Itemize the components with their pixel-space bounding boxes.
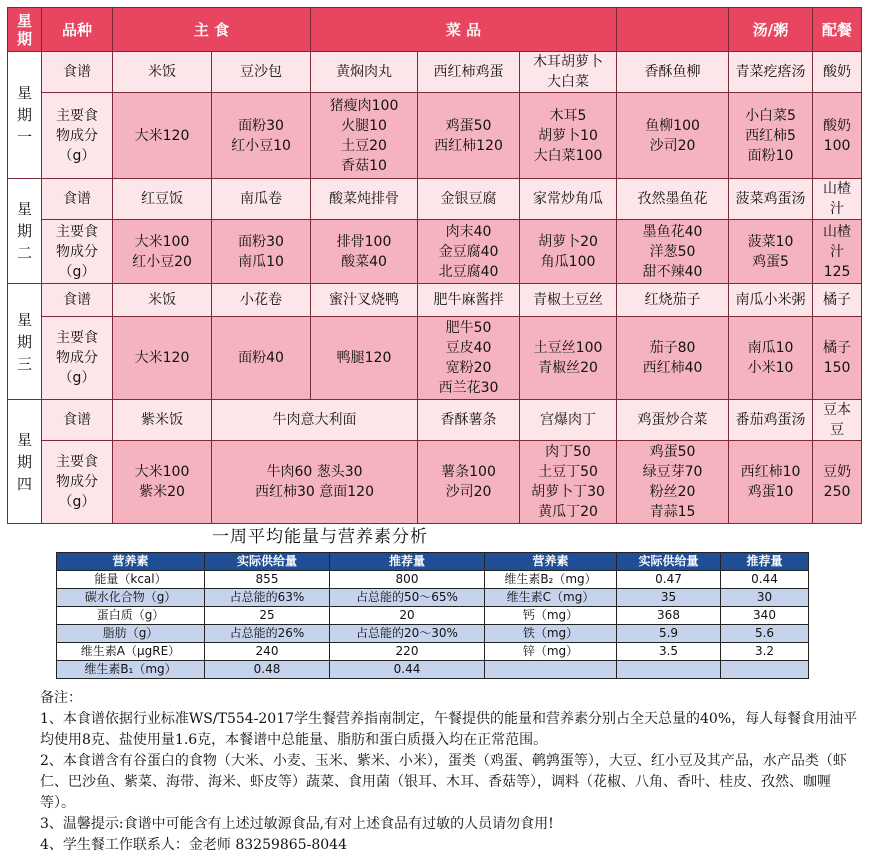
row-label-ingredients: 主要食物成分（g） (42, 441, 113, 524)
ingredient-cell: 肥牛50 豆皮40 宽粉20 西兰花30 (418, 317, 520, 400)
menu-cell: 香酥鱼柳 (617, 52, 729, 93)
actual-value: 0.47 (617, 571, 721, 589)
col-header: 营养素 (485, 553, 617, 571)
row-label-ingredients: 主要食物成分（g） (42, 220, 113, 284)
menu-cell: 青菜疙瘩汤 (729, 52, 813, 93)
nutrition-analysis-table (56, 552, 809, 679)
menu-cell: 南瓜小米粥 (729, 284, 813, 317)
menu-cell: 豆本 豆 (813, 400, 862, 441)
ingredient-cell: 大米120 (113, 93, 212, 179)
menu-cell: 宫爆肉丁 (520, 400, 617, 441)
ingredient-cell: 鱼柳100 沙司20 (617, 93, 729, 179)
menu-cell: 南瓜卷 (212, 179, 311, 220)
ingredient-cell: 菠菜10 鸡蛋5 (729, 220, 813, 284)
menu-cell: 木耳胡萝卜 大白菜 (520, 52, 617, 93)
actual-value: 占总能的26% (205, 625, 330, 643)
actual-value: 855 (205, 571, 330, 589)
nutrient-name: 维生素A（μgRE） (57, 643, 205, 661)
col-header: 实际供给量 (205, 553, 330, 571)
actual-value: 25 (205, 607, 330, 625)
ingredient-cell: 橘子 150 (813, 317, 862, 400)
menu-cell: 山楂 汁 (813, 179, 862, 220)
table-row (57, 643, 809, 661)
ingredient-cell: 胡萝卜20 角瓜100 (520, 220, 617, 284)
ingredient-cell: 肉末40 金豆腐40 北豆腐40 (418, 220, 520, 284)
day-label: 星期二 (8, 179, 42, 284)
recommended-value: 800 (330, 571, 485, 589)
ingredient-cell: 西红柿10 鸡蛋10 (729, 441, 813, 524)
ingredient-cell: 大米100 紫米20 (113, 441, 212, 524)
col-header: 推荐量 (721, 553, 809, 571)
nutrient-name: 能量（kcal） (57, 571, 205, 589)
menu-cell: 豆沙包 (212, 52, 311, 93)
ingredient-cell: 鸡蛋50 绿豆芽70 粉丝20 青蒜15 (617, 441, 729, 524)
recommended-value: 5.6 (721, 625, 809, 643)
ingredient-cell: 南瓜10 小米10 (729, 317, 813, 400)
nutrient-name: 锌（mg） (485, 643, 617, 661)
col-header: 推荐量 (330, 553, 485, 571)
nutrient-name: 铁（mg） (485, 625, 617, 643)
menu-cell: 西红柿鸡蛋 (418, 52, 520, 93)
ingredient-cell: 鸭腿120 (311, 317, 418, 400)
header-side: 配餐 (813, 8, 862, 52)
recommended-value: 占总能的20～30% (330, 625, 485, 643)
ingredient-cell: 酸奶 100 (813, 93, 862, 179)
menu-cell: 红烧茄子 (617, 284, 729, 317)
menu-cell: 金银豆腐 (418, 179, 520, 220)
recommended-value: 占总能的50～65% (330, 589, 485, 607)
row-label-ingredients: 主要食物成分（g） (42, 317, 113, 400)
header-empty (617, 8, 729, 52)
notes-title: 备注： (40, 690, 82, 706)
day-label: 星期一 (8, 52, 42, 179)
note-item: 2、本食谱含有谷蛋白的食物（大米、小麦、玉米、紫米、小米），蛋类（鸡蛋、鹌鹑蛋等），大豆、红小豆及其产品，水产品类（虾仁、巴沙鱼、紫菜、海带、海米、虾皮等）蔬菜、食用菌（银耳、木耳、香菇等），调料（花椒、八角、香叶、桂皮、孜然、咖喱等）。 (40, 753, 847, 811)
day-label: 星期四 (8, 400, 42, 524)
day-label: 星期三 (8, 284, 42, 400)
ingredient-cell: 山楂 汁 125 (813, 220, 862, 284)
recommended-value: 0.44 (721, 571, 809, 589)
recommended-value: 220 (330, 643, 485, 661)
recommended-value: 20 (330, 607, 485, 625)
menu-cell: 番茄鸡蛋汤 (729, 400, 813, 441)
header-staple: 主 食 (113, 8, 311, 52)
ingredient-cell: 肉丁50 土豆丁50 胡萝卜丁30 黄瓜丁20 (520, 441, 617, 524)
col-header: 营养素 (57, 553, 205, 571)
menu-cell: 米饭 (113, 284, 212, 317)
menu-cell: 黄焖肉丸 (311, 52, 418, 93)
nutrient-name: 维生素B₁（mg） (57, 661, 205, 679)
menu-cell: 蜜汁叉烧鸭 (311, 284, 418, 317)
ingredient-cell: 猪瘦肉100 火腿10 土豆20 香菇10 (311, 93, 418, 179)
nutrient-name: 脂肪（g） (57, 625, 205, 643)
actual-value: 35 (617, 589, 721, 607)
header-dishes: 菜 品 (311, 8, 617, 52)
menu-cell: 酸菜炖排骨 (311, 179, 418, 220)
menu-cell: 小花卷 (212, 284, 311, 317)
table-row (57, 571, 809, 589)
actual-value (617, 661, 721, 679)
actual-value: 368 (617, 607, 721, 625)
ingredient-cell: 大米120 (113, 317, 212, 400)
note-item: 3、温馨提示:食谱中可能含有上述过敏源食品,有对上述食品有过敏的人员请勿食用! (40, 816, 554, 832)
recommended-value: 3.2 (721, 643, 809, 661)
nutrient-name: 维生素B₂（mg） (485, 571, 617, 589)
note-item: 1、本食谱依据行业标准WS/T554-2017学生餐营养指南制定，午餐提供的能量和营养素分别占全天总量的40%，每人每餐食用油平均使用8克、盐使用量1.6克，本餐谱中总能量、脂肪和蛋白质摄入均在正常范围。 (40, 711, 858, 748)
menu-cell: 红豆饭 (113, 179, 212, 220)
table-row (57, 607, 809, 625)
ingredient-cell: 鸡蛋50 西红柿120 (418, 93, 520, 179)
analysis-title: 一周平均能量与营养素分析 (212, 527, 428, 547)
ingredient-cell: 小白菜5 西红柿5 面粉10 (729, 93, 813, 179)
menu-cell: 酸奶 (813, 52, 862, 93)
note-item: 4、学生餐工作联系人：金老师 83259865-8044 (40, 837, 347, 853)
header-category: 品种 (42, 8, 113, 52)
ingredient-cell: 木耳5 胡萝卜10 大白菜100 (520, 93, 617, 179)
actual-value: 占总能的63% (205, 589, 330, 607)
table-row (57, 661, 809, 679)
ingredient-cell: 牛肉60 葱头30 西红柿30 意面120 (212, 441, 418, 524)
row-label-recipe: 食谱 (42, 284, 113, 317)
notes-section (40, 688, 865, 856)
row-label-recipe: 食谱 (42, 400, 113, 441)
actual-value: 3.5 (617, 643, 721, 661)
actual-value: 5.9 (617, 625, 721, 643)
table-row (57, 589, 809, 607)
header-day: 星期 (8, 8, 42, 52)
actual-value: 240 (205, 643, 330, 661)
ingredient-cell: 薯条100 沙司20 (418, 441, 520, 524)
menu-cell: 橘子 (813, 284, 862, 317)
ingredient-cell: 排骨100 酸菜40 (311, 220, 418, 284)
ingredient-cell: 墨鱼花40 洋葱50 甜不辣40 (617, 220, 729, 284)
actual-value: 0.48 (205, 661, 330, 679)
recommended-value: 0.44 (330, 661, 485, 679)
nutrient-name: 碳水化合物（g） (57, 589, 205, 607)
ingredient-cell: 面粉30 红小豆10 (212, 93, 311, 179)
row-label-recipe: 食谱 (42, 52, 113, 93)
menu-cell: 青椒土豆丝 (520, 284, 617, 317)
recommended-value: 30 (721, 589, 809, 607)
menu-cell: 鸡蛋炒合菜 (617, 400, 729, 441)
ingredient-cell: 豆奶 250 (813, 441, 862, 524)
row-label-ingredients: 主要食物成分（g） (42, 93, 113, 179)
recommended-value: 340 (721, 607, 809, 625)
ingredient-cell: 面粉30 南瓜10 (212, 220, 311, 284)
nutrient-name (485, 661, 617, 679)
nutrient-name: 蛋白质（g） (57, 607, 205, 625)
col-header: 实际供给量 (617, 553, 721, 571)
weekly-menu-table (7, 7, 862, 524)
menu-cell: 肥牛麻酱拌 (418, 284, 520, 317)
menu-cell: 紫米饭 (113, 400, 212, 441)
nutrient-name: 钙（mg） (485, 607, 617, 625)
menu-cell: 牛肉意大利面 (212, 400, 418, 441)
ingredient-cell: 土豆丝100 青椒丝20 (520, 317, 617, 400)
recommended-value (721, 661, 809, 679)
table-row (57, 625, 809, 643)
menu-cell: 米饭 (113, 52, 212, 93)
nutrient-name: 维生素C（mg） (485, 589, 617, 607)
ingredient-cell: 茄子80 西红柿40 (617, 317, 729, 400)
menu-cell: 家常炒角瓜 (520, 179, 617, 220)
ingredient-cell: 大米100 红小豆20 (113, 220, 212, 284)
row-label-recipe: 食谱 (42, 179, 113, 220)
menu-cell: 菠菜鸡蛋汤 (729, 179, 813, 220)
menu-cell: 香酥薯条 (418, 400, 520, 441)
ingredient-cell: 面粉40 (212, 317, 311, 400)
menu-cell: 孜然墨鱼花 (617, 179, 729, 220)
header-soup: 汤/粥 (729, 8, 813, 52)
